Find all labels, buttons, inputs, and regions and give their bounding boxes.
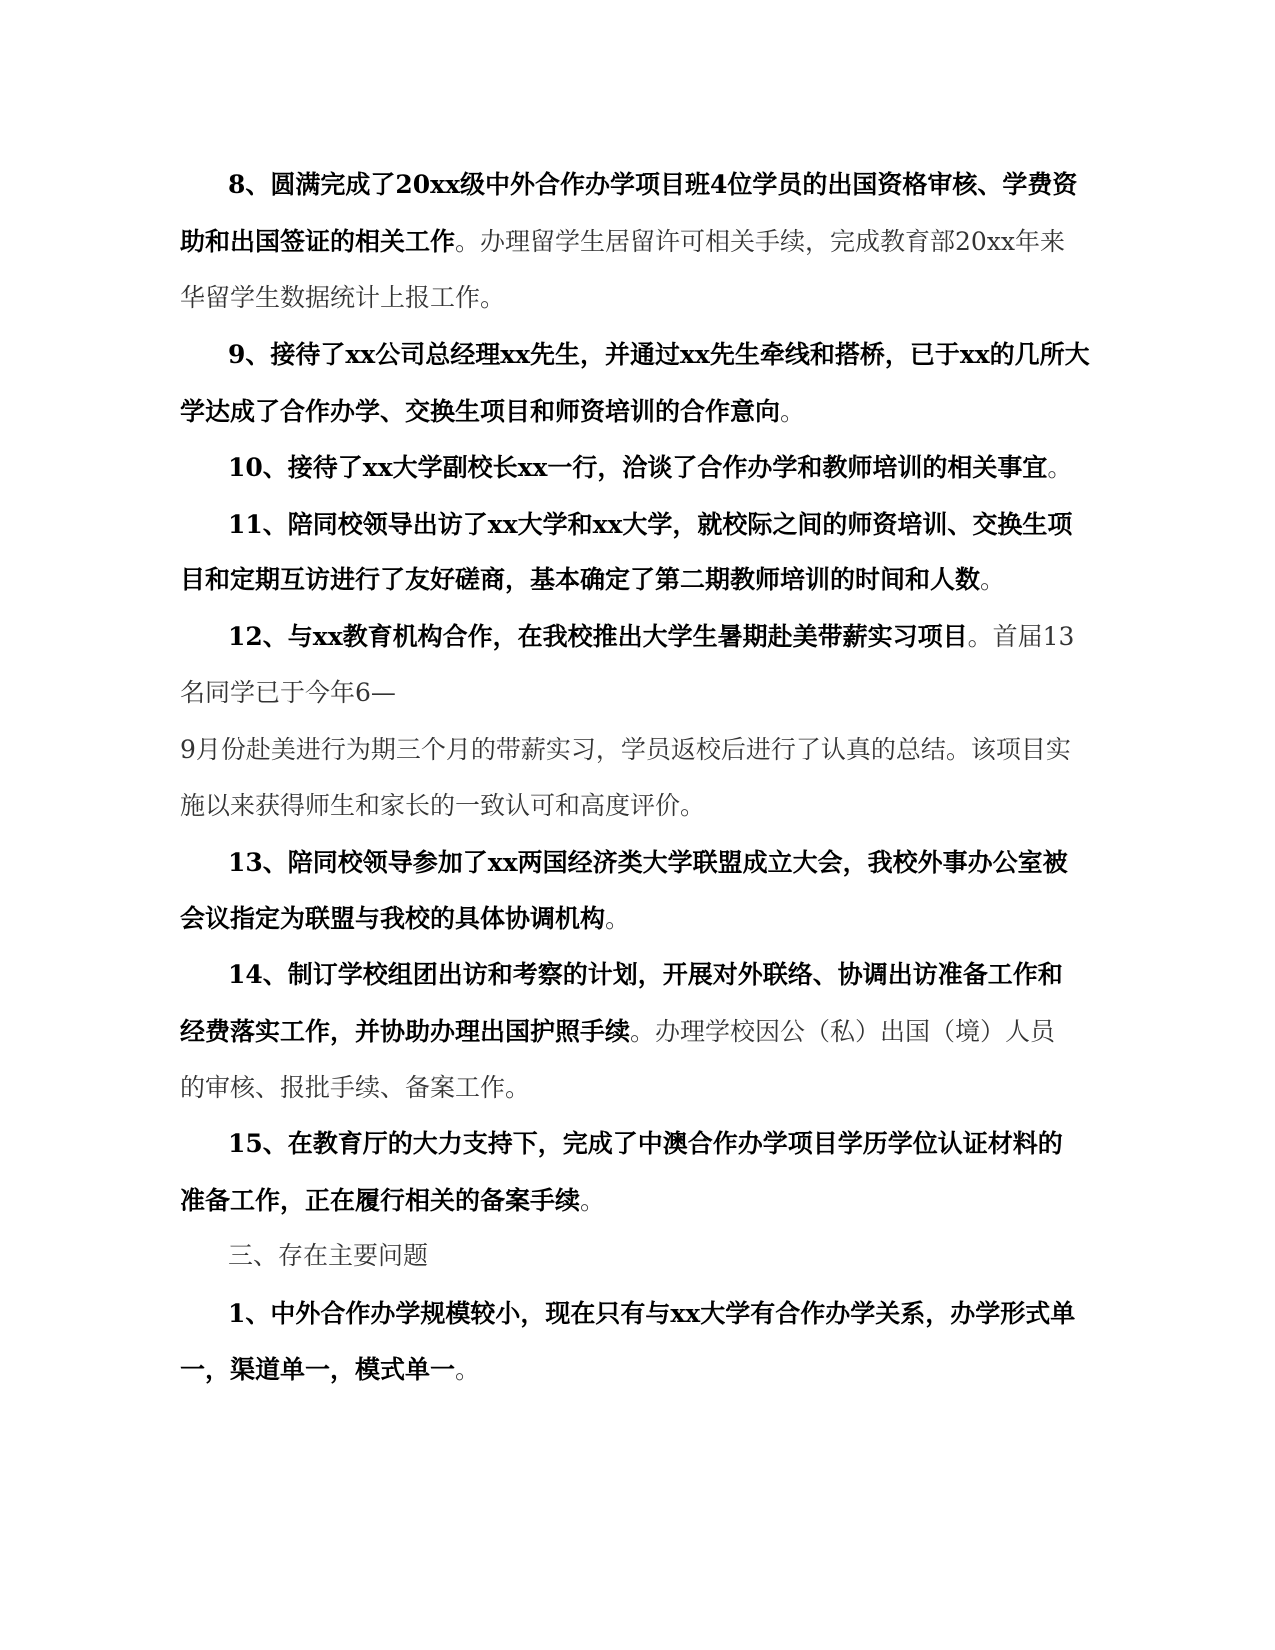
bold-text: 14、制订学校组团出访和考察的计划，开展对外联络、协调出访准备工作和 — [228, 960, 1063, 989]
paragraph-p15-line-1 — [228, 1124, 1063, 1164]
regular-text: 名同学已于今年6— — [180, 678, 396, 707]
paragraph-p11-line-2 — [180, 560, 1005, 600]
paragraph-p11-line-1 — [228, 505, 1072, 545]
bold-text: 15、在教育厅的大力支持下，完成了中澳合作办学项目学历学位认证材料的 — [228, 1129, 1063, 1158]
regular-text: 。办理留学生居留许可相关手续，完成教育部20xx年来 — [455, 227, 1066, 256]
regular-text: 的审核、报批手续、备案工作。 — [180, 1073, 531, 1102]
regular-text: 。 — [1047, 453, 1073, 482]
paragraph-p9-line-1 — [228, 335, 1090, 375]
paragraph-q1-line-1 — [228, 1294, 1075, 1334]
regular-text: 。 — [580, 1186, 606, 1215]
bold-text: 经费落实工作，并协助办理出国护照手续 — [180, 1017, 631, 1046]
paragraph-p15-line-2 — [180, 1181, 605, 1221]
bold-text: 8、圆满完成了20xx级中外合作办学项目班4位学员的出国资格审核、学费资 — [228, 170, 1078, 199]
bold-text: 12、与xx教育机构合作，在我校推出大学生暑期赴美带薪实习项目 — [228, 622, 968, 651]
paragraph-q1-line-2 — [180, 1350, 480, 1390]
regular-text: 施以来获得师生和家长的一致认可和高度评价。 — [180, 791, 706, 820]
bold-text: 会议指定为联盟与我校的具体协调机构 — [180, 904, 606, 933]
bold-text: 11、陪同校领导出访了xx大学和xx大学，就校际之间的师资培训、交换生项 — [228, 510, 1073, 539]
paragraph-p8-line-3 — [180, 278, 505, 318]
paragraph-p14-line-3 — [180, 1068, 530, 1108]
regular-text: 。 — [980, 565, 1006, 594]
bold-text: 助和出国签证的相关工作 — [180, 227, 456, 256]
paragraph-h3-line-1 — [228, 1236, 428, 1276]
paragraph-p9-line-2 — [180, 392, 805, 432]
regular-text: 9月份赴美进行为期三个月的带薪实习，学员返校后进行了认真的总结。该项目实 — [180, 735, 1071, 764]
paragraph-p12-line-2 — [180, 673, 396, 713]
bold-text: 9、接待了xx公司总经理xx先生，并通过xx先生牵线和搭桥，已于xx的几所大 — [228, 340, 1090, 369]
bold-text: 学达成了合作办学、交换生项目和师资培训的合作意向 — [180, 397, 781, 426]
paragraph-p10-line-1 — [228, 448, 1072, 488]
bold-text: 10、接待了xx大学副校长xx一行，洽谈了合作办学和教师培训的相关事宜 — [228, 453, 1048, 482]
paragraph-p8-line-2 — [180, 222, 1065, 262]
regular-text: 。 — [455, 1355, 481, 1384]
paragraph-p12-line-1 — [228, 617, 1074, 657]
paragraph-p12-line-4 — [180, 786, 705, 826]
regular-text: 三、存在主要问题 — [228, 1241, 429, 1270]
paragraph-p8-line-1 — [228, 165, 1077, 205]
bold-text: 目和定期互访进行了友好磋商，基本确定了第二期教师培训的时间和人数 — [180, 565, 981, 594]
bold-text: 1、中外合作办学规模较小，现在只有与xx大学有合作办学关系，办学形式单 — [228, 1299, 1076, 1328]
bold-text: 13、陪同校领导参加了xx两国经济类大学联盟成立大会，我校外事办公室被 — [228, 848, 1068, 877]
paragraph-p14-line-1 — [228, 955, 1063, 995]
paragraph-p13-line-1 — [228, 843, 1068, 883]
regular-text: 。 — [780, 397, 806, 426]
paragraph-p14-line-2 — [180, 1012, 1055, 1052]
regular-text: 。办理学校因公（私）出国（境）人员 — [630, 1017, 1056, 1046]
regular-text: 。 — [605, 904, 631, 933]
regular-text: 。首届13 — [967, 622, 1075, 651]
bold-text: 准备工作，正在履行相关的备案手续 — [180, 1186, 581, 1215]
bold-text: 一，渠道单一，模式单一 — [180, 1355, 456, 1384]
regular-text: 华留学生数据统计上报工作。 — [180, 283, 506, 312]
paragraph-p13-line-2 — [180, 899, 630, 939]
paragraph-p12-line-3 — [180, 730, 1071, 770]
